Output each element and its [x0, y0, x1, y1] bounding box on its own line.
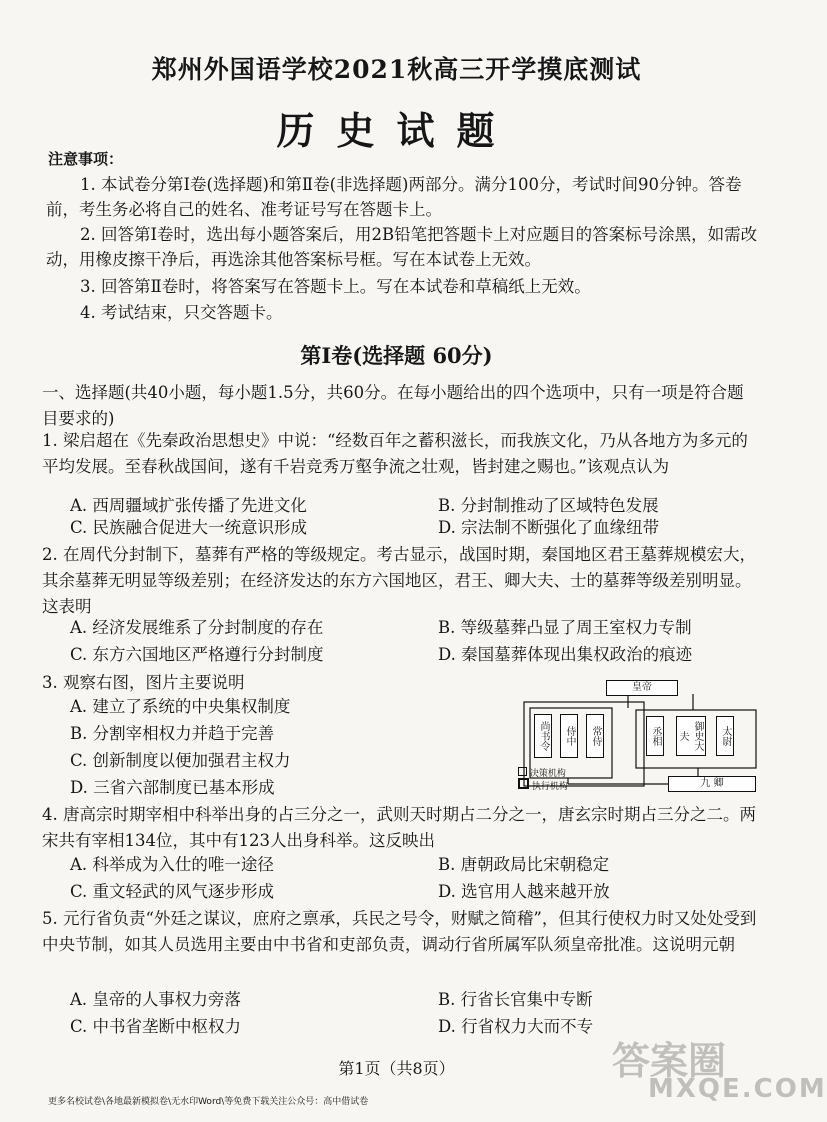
school-title: 郑州外国语学校2021秋高三开学摸底测试: [151, 55, 642, 84]
notice-item-4: 4. 考试结束，只交答题卡。: [80, 303, 283, 322]
question-2-stem: 2. 在周代分封制下，墓葬有严格的等级规定。考古显示，战国时期，秦国地区君王墓葬规模宏大，其余墓葬无明显等级差别；在经济发达的东方六国地区，君王、卿大夫、士的墓葬等级差别明显。这表明: [42, 545, 756, 616]
notice-item-3: 3. 回答第Ⅱ卷时，将答案写在答题卡上。写在本试卷和草稿纸上无效。: [80, 277, 591, 296]
q5-option-c[interactable]: C. 中书省垄断中枢权力: [70, 1017, 242, 1036]
nine-ministers-box: 九 卿: [668, 776, 756, 792]
subject-title: 历史试题: [276, 108, 517, 153]
q4-option-d[interactable]: D. 选官用人越来越开放: [438, 882, 610, 901]
government-structure-diagram: [518, 680, 763, 800]
legend-exec: [518, 778, 568, 792]
q4-option-c[interactable]: C. 重文轻武的风气逐步形成: [70, 882, 275, 901]
section-instruction: 一、选择题(共40小题，每小题1.5分，共60分。在每小题给出的四个选项中，只有一项是符合题目要求的): [42, 383, 744, 428]
q2-option-c[interactable]: C. 东方六国地区严格遵行分封制度: [70, 645, 324, 664]
exec-box-3: 太尉: [716, 716, 734, 756]
question-5-stem: 5. 元行省负责“外廷之谋议，庶府之禀承，兵民之号令，财赋之简稽”，但其行使权力时又处处受到中央节制，如其人员选用主要由中书省和吏部负责，调动行省所属军队须皇帝批准。这说明元朝: [42, 909, 757, 954]
decision-box-1: 尚书令: [534, 714, 552, 758]
watermark-logo: 答案圈: [612, 1039, 727, 1083]
question-4-stem: 4. 唐高宗时期宰相中科举出身的占三分之一，武则天时期占二分之一，唐玄宗时期占三分之二。两宋共有宰相134位，其中有123人出身科举。这反映出: [42, 805, 756, 850]
q3-option-c[interactable]: C. 创新制度以便加强君主权力: [70, 751, 291, 770]
q5-option-a[interactable]: A. 皇帝的人事权力旁落: [70, 990, 241, 1009]
notice-heading: 注意事项：: [48, 150, 124, 168]
question-1-stem: 1. 梁启超在《先秦政治思想史》中说：“经数百年之蓄积滋长，而我族文化，乃从各地方为多元的平均发展。至春秋战国间，遂有千岩竞秀万壑争流之壮观，皆封建之赐也。”该观点认为: [42, 431, 748, 476]
section-title: 第Ⅰ卷(选择题 60分): [300, 343, 493, 368]
q1-option-b[interactable]: B. 分封制推动了区域特色发展: [438, 496, 659, 515]
decision-box-3: 常侍: [586, 714, 604, 758]
legend-exec-swatch: [518, 778, 529, 789]
q3-option-b[interactable]: B. 分割宰相权力并趋于完善: [70, 724, 275, 743]
exec-box-1: 丞相: [646, 716, 664, 756]
q1-option-c[interactable]: C. 民族融合促进大一统意识形成: [70, 518, 308, 537]
q2-option-a[interactable]: A. 经济发展维系了分封制度的存在: [70, 618, 324, 637]
notice-item-1: 1. 本试卷分第Ⅰ卷(选择题)和第Ⅱ卷(非选择题)两部分。满分100分，考试时间90分钟。答卷前，考生务必将自己的姓名、准考证号写在答题卡上。: [46, 175, 742, 219]
decision-box-2: 侍中: [560, 714, 578, 758]
notice-item-2: 2. 回答第Ⅰ卷时，选出每小题答案后，用2B铅笔把答题卡上对应题目的答案标号涂黑，如需改动，用橡皮擦干净后，再选涂其他答案标号框。写在本试卷上无效。: [46, 225, 758, 269]
exec-box-2: 御史大夫: [676, 716, 706, 756]
q1-option-a[interactable]: A. 西周疆域扩张传播了先进文化: [70, 496, 307, 515]
question-3-stem: 3. 观察右图，图片主要说明: [42, 673, 245, 692]
legend-decision-label: 决策机构: [529, 769, 566, 779]
q2-option-b[interactable]: B. 等级墓葬凸显了周王室权力专制: [438, 618, 692, 637]
bottom-note: 更多名校试卷\各地最新模拟卷\无水印Word\等免费下载关注公众号：高中借试卷: [48, 1097, 369, 1107]
q4-option-b[interactable]: B. 唐朝政局比宋朝稳定: [438, 855, 610, 874]
emperor-box: 皇帝: [606, 680, 678, 696]
legend-decision-swatch: [518, 767, 527, 776]
watermark-url: MXQE.COM: [648, 1074, 827, 1104]
q5-option-b[interactable]: B. 行省长官集中专断: [438, 990, 593, 1009]
page-number: 第1页（共8页）: [338, 1059, 455, 1078]
q2-option-d[interactable]: D. 秦国墓葬体现出集权政治的痕迹: [438, 645, 693, 664]
q3-option-a[interactable]: A. 建立了系统的中央集权制度: [70, 697, 291, 716]
q5-option-d[interactable]: D. 行省权力大而不专: [438, 1017, 594, 1036]
q4-option-a[interactable]: A. 科举成为入仕的唯一途径: [70, 855, 274, 874]
legend-exec-label: 执行机构: [531, 782, 568, 792]
q1-option-d[interactable]: D. 宗法制不断强化了血缘纽带: [438, 518, 660, 537]
q3-option-d[interactable]: D. 三省六部制度已基本形成: [70, 778, 275, 797]
